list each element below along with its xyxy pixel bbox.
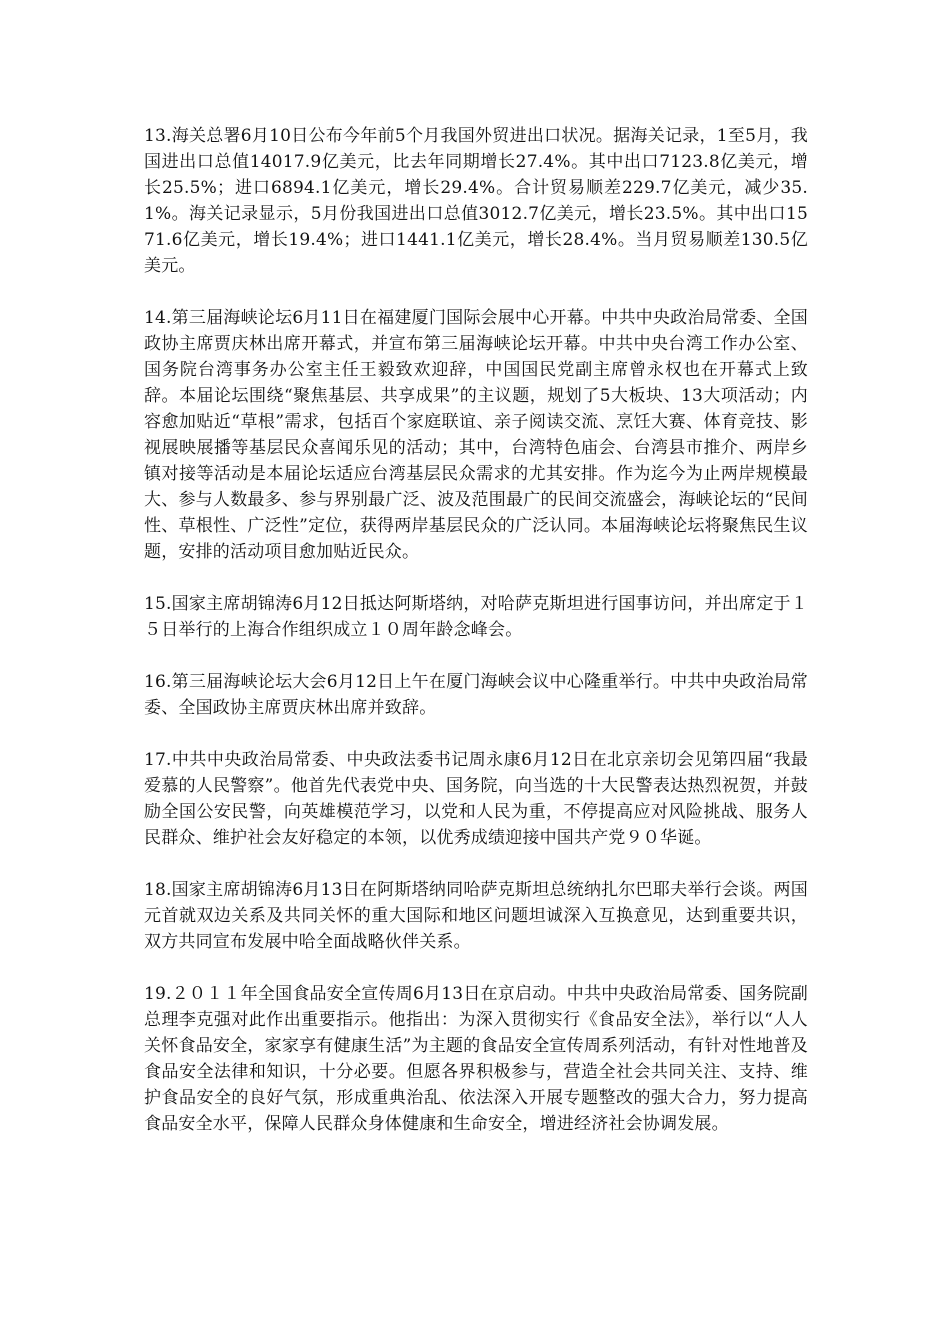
news-item-13: 13.海关总署6月10日公布今年前5个月我国外贸进出口状况。据海关记录，1至5月，我国进出口总值14017.9亿美元，比去年同期增长27.4%。其中出口7123.8亿美元，增长25.5%；进口6894.1亿美元，增长29.4%。合计贸易顺差229.7亿美元，减少35.1%。海关记录显示，5月份我国进出口总值3012.7亿美元，增长23.5%。其中出口1571.6亿美元，增长19.4%；进口1441.1亿美元，增长28.4%。当月贸易顺差130.5亿美元。 <box>144 126 808 276</box>
news-item-17: 17.中共中央政治局常委、中央政法委书记周永康6月12日在北京亲切会见第四届“我最爱慕的人民警察”。他首先代表党中央、国务院，向当选的十大民警表达热烈祝贺，并鼓励全国公安民警，向英雄模范学习，以党和人民为重，不停提高应对风险挑战、服务人民群众、维护社会友好稳定的本领，以优秀成绩迎接中国共产党９０华诞。 <box>144 750 808 848</box>
news-item-19: 19.２０１１年全国食品安全宣传周6月13日在京启动。中共中央政治局常委、国务院副总理李克强对此作出重要指示。他指出：为深入贯彻实行《食品安全法》，举行以“人人关怀食品安全，家家享有健康生活”为主题的食品安全宣传周系列活动，有针对性地普及食品安全法律和知识，十分必要。但愿各界积极参与，营造全社会共同关注、支持、维护食品安全的良好气氛，形成重典治乱、依法深入开展专题整改的强大合力，努力提高食品安全水平，保障人民群众身体健康和生命安全，增进经济社会协调发展。 <box>144 984 808 1134</box>
news-item-15: 15.国家主席胡锦涛6月12日抵达阿斯塔纳，对哈萨克斯坦进行国事访问，并出席定于１５日举行的上海合作组织成立１０周年龄念峰会。 <box>144 594 808 640</box>
document-page <box>144 123 808 1163</box>
news-item-18: 18.国家主席胡锦涛6月13日在阿斯塔纳同哈萨克斯坦总统纳扎尔巴耶夫举行会谈。两国元首就双边关系及共同关怀的重大国际和地区问题坦诚深入互换意见，达到重要共识，双方共同宣布发展中哈全面战略伙伴关系。 <box>144 880 808 952</box>
news-item-14: 14.第三届海峡论坛6月11日在福建厦门国际会展中心开幕。中共中央政治局常委、全国政协主席贾庆林出席开幕式，并宣布第三届海峡论坛开幕。中共中央台湾工作办公室、国务院台湾事务办公室主任王毅致欢迎辞，中国国民党副主席曾永权也在开幕式上致辞。本届论坛围绕“聚焦基层、共享成果”的主议题，规划了5大板块、13大项活动；内容愈加贴近“草根”需求，包括百个家庭联谊、亲子阅读交流、烹饪大赛、体育竞技、影视展映展播等基层民众喜闻乐见的活动；其中，台湾特色庙会、台湾县市推介、两岸乡镇对接等活动是本届论坛适应台湾基层民众需求的尤其安排。作为迄今为止两岸规模最大、参与人数最多、参与界别最广泛、波及范围最广的民间交流盛会，海峡论坛的“民间性、草根性、广泛性”定位，获得两岸基层民众的广泛认同。本届海峡论坛将聚焦民生议题，安排的活动项目愈加贴近民众。 <box>144 308 808 562</box>
news-item-16: 16.第三届海峡论坛大会6月12日上午在厦门海峡会议中心隆重举行。中共中央政治局常委、全国政协主席贾庆林出席并致辞。 <box>144 672 808 718</box>
